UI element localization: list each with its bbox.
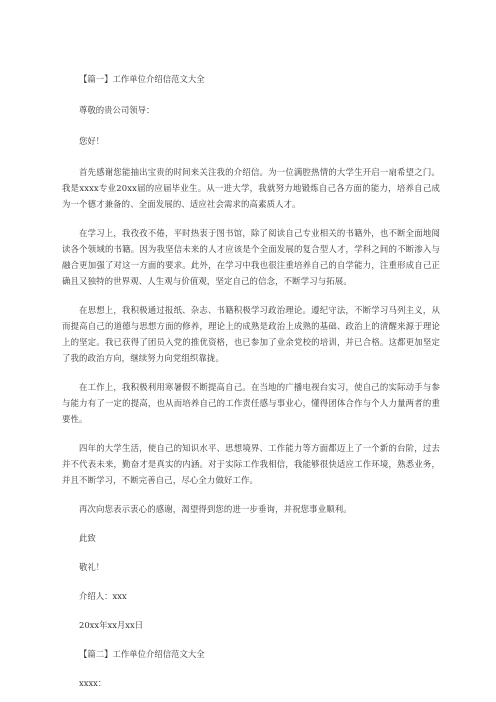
closing-line-2: 敬礼！: [79, 562, 105, 572]
paragraph-intro: 首先感谢您能抽出宝贵的时间来关注我的介绍信。为一位满腔热情的大学生开启一扇希望之门。我是xxxx专业20xx届的应届毕业生。从一进大学，我就努力地锻炼自己各方面的能力，培养自己成为一个德才兼备的、全面发展的、适应社会需求的高素质人才。: [62, 167, 440, 209]
salutation-2: xxxx：: [79, 678, 107, 688]
closing-line-1: 此致: [79, 533, 96, 543]
paragraph-thought: 在思想上，我积极通过报纸、杂志、书籍积极学习政治理论。遵纪守法，不断学习马列主义，从而提高自己的道德与思想方面的修养，理论上的成熟是政治上成熟的基础、政治上的清醒来源于理论上的坚定。我已获得了团员入党的推优资格，也已参加了业余党校的培训，并已合格。这都更加坚定了我的政治方向，继续努力向党组织靠拢。: [62, 305, 440, 363]
paragraph-thanks: 再次向您表示衷心的感谢，渴望得到您的进一步垂询，并祝您事业顺利。: [79, 504, 352, 514]
salutation: 尊敬的贵公司领导：: [79, 105, 155, 115]
paragraph-study: 在学习上，我孜孜不倦，平时热衷于图书馆，除了阅读自己专业相关的书籍外，也不断全面地阅读各个领域的书籍。因为我坚信未来的人才应该是个全面发展的复合型人才，学科之间的不断渗入与融合更加强了对这一方面的要求。此外，在学习中我也很注重培养自己的自学能力，注重形成自己正确且又独特的世界观、人生观与价值观，坚定自己的信念，不断学习与拓展。: [62, 228, 440, 286]
greeting: 您好！: [79, 136, 105, 146]
date: 20xx年xx月xx日: [79, 620, 144, 630]
section-title-2: 【篇二】工作单位介绍信范文大全: [79, 649, 205, 659]
document-body: [62, 71, 440, 691]
section-title: 【篇一】工作单位介绍信范文大全: [79, 74, 205, 84]
signature: 介绍人：xxx: [79, 591, 127, 601]
paragraph-work: 在工作上，我积极利用寒暑假不断提高自己。在当地的广播电视台实习，使自己的实际动手与参与能力有了一定的提高，也从而培养自己的工作责任感与事业心，懂得团体合作与个人力量两者的重要性。: [62, 382, 440, 424]
paragraph-summary: 四年的大学生活，使自己的知识水平、思想境界、工作能力等方面都迈上了一个新的台阶，过去并不代表未来，勤奋才是真实的内涵。对于实际工作我相信，我能够很快适应工作环境，熟悉业务，并且不断学习，不断完善自己，尽心全力做好工作。: [62, 443, 440, 485]
